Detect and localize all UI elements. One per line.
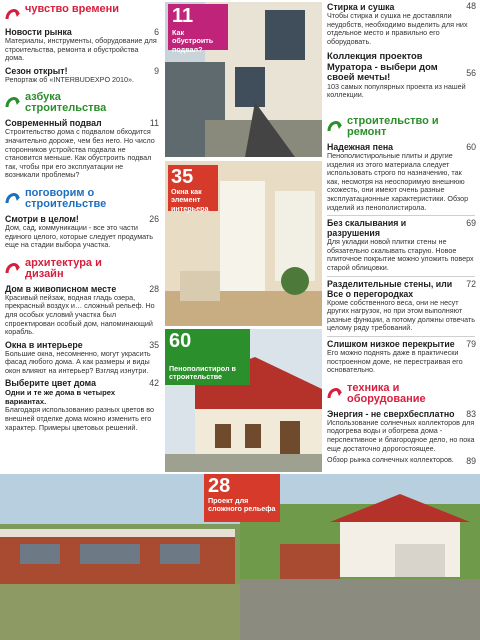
divider (327, 215, 475, 216)
page-number: 11 (149, 118, 159, 129)
arrow-swirl-icon (4, 5, 22, 23)
page-number: 83 (466, 408, 476, 419)
toc-entry[interactable] (0, 283, 163, 339)
arrow-swirl-icon (326, 117, 344, 135)
page-number: 26 (149, 213, 159, 224)
entry-title: Окна в интерьере (5, 339, 83, 350)
toc-entry[interactable] (0, 377, 163, 434)
entry-text: Репортаж об «INTERBUDEXPO 2010». (5, 74, 135, 84)
toc-entry[interactable] (322, 217, 480, 274)
photo-tile-windows[interactable] (165, 161, 322, 326)
toc-entry[interactable] (0, 339, 163, 378)
entry-text: Строительство дома с подвалом обходится значительно дороже, чем без него. Но число сторонников устройства подвала не становится меньше. Как обустроить подвал так, чтобы при его эксплуатации не возникали проблемы? (5, 127, 155, 180)
section-header (4, 4, 163, 23)
photo-caption: Окна как элемент интерьера (171, 187, 209, 213)
page-number: 60 (466, 142, 476, 153)
section-title: архитектура и дизайн (25, 256, 102, 280)
section-header (326, 116, 480, 138)
entry-text: Чтобы стирка и сушка не доставляли неудобств, необходимо выделить для них отдельное место и правильно его оборудовать. (327, 11, 468, 46)
entry-subtitle: Одни и те же дома в четырех вариантах. (5, 388, 116, 407)
entry-text: Большие окна, несомненно, могут украсить фасад любого дома. А как размеры и виды окон влияют на интерьер? Взгляд изнутри. (5, 348, 151, 375)
section-title: техника и оборудование (347, 381, 426, 405)
photo-caption: Как обустроить подвал? (172, 28, 214, 54)
toc-entry[interactable] (0, 26, 163, 65)
entry-title: Смотри в целом! (5, 213, 79, 224)
section-title: поговорим о строительстве (25, 186, 107, 210)
toc-entry[interactable] (0, 65, 163, 87)
arrow-swirl-icon (4, 189, 22, 207)
arrow-swirl-icon (326, 384, 344, 402)
page-number: 35 (171, 166, 194, 188)
entry-text: Использование солнечных коллекторов для подогрева воды и обогрева дома - перспективное и благородное дело, но пока еще достаточно дорогостоящее. (327, 417, 475, 453)
section-header (326, 383, 480, 405)
page-number: 69 (466, 218, 476, 229)
section-title: азбука строительства (25, 91, 107, 115)
entry-title: Энергия - не сверхбесплатно (327, 408, 455, 419)
section-header (4, 258, 163, 280)
entry-title: Современный подвал (5, 118, 102, 129)
toc-entry[interactable] (0, 117, 163, 182)
page-number: 56 (466, 68, 476, 79)
page-number: 89 (466, 456, 476, 467)
arrow-swirl-icon (4, 259, 22, 277)
page-number: 6 (154, 27, 159, 37)
page-number: 9 (154, 65, 159, 76)
entry-text: 103 самых популярных проекта из нашей коллекции. (327, 81, 466, 100)
entry-title: Слишком низкое перекрытие (327, 338, 455, 349)
page-number: 28 (208, 475, 231, 497)
section-title: чувство времени (25, 3, 120, 15)
page-number: 28 (149, 283, 159, 294)
page-number: 35 (149, 339, 159, 350)
entry-title: Дом в живописном месте (5, 283, 117, 294)
page-number: 48 (466, 1, 476, 11)
toc-entry[interactable] (322, 455, 480, 467)
entry-text: Обзор рынка солнечных коллекторов. (327, 455, 454, 465)
toc-entry[interactable] (322, 0, 480, 48)
divider (327, 336, 475, 337)
entry-text: Его можно поднять даже в практически построенном доме, не перестраивая его основательно. (327, 347, 463, 375)
photo-tile-styrofoam[interactable] (165, 329, 322, 472)
toc-entry[interactable] (322, 408, 480, 455)
toc-entry[interactable] (0, 213, 163, 252)
entry-text: Красивый пейзаж, водная гладь озера, прекрасный воздух и… сложный рельеф. Но для особых условий участка был спроектирован особый дом, напоминающий корабль. (5, 292, 155, 337)
entry-text: Дом, сад, коммуникации - все это части единого целого, которые следует продумать еще на стадии выбора участка. (5, 222, 154, 250)
entry-title: Выберите цвет дома (5, 378, 96, 389)
section-header (4, 92, 163, 114)
page-number: 72 (466, 278, 476, 289)
entry-title: Надежная пена (327, 142, 394, 153)
left-column (0, 0, 163, 527)
page-number: 60 (169, 330, 192, 352)
right-column (322, 0, 480, 472)
entry-title: Новости рынка (5, 27, 72, 37)
photo-caption: Проект для сложного рельефа (208, 496, 276, 514)
entry-title: Коллекция проектов Мураторa - выбери дом своей мечты! (327, 50, 438, 83)
entry-text: Материалы, инструменты, оборудование для строительства, ремонта и обустройства дома. (5, 36, 157, 63)
divider (327, 276, 475, 277)
page-number: 42 (149, 378, 159, 389)
entry-title: Без скалывания и разрушения (327, 218, 407, 239)
photo-strip-bottom[interactable] (0, 474, 480, 640)
section-header (4, 188, 163, 210)
entry-text: Кроме собственного веса, они не несут других нагрузок, но при этом выполняют разные функции, а потому должны отвечать целому ряду требований. (327, 297, 475, 333)
photo-column (165, 0, 322, 472)
toc-entry[interactable] (322, 338, 480, 377)
toc-entry[interactable] (322, 141, 480, 214)
entry-text: Для укладки новой плитки стены не обязательно скалывать старую. Новое плиточное покрытие можно уложить поверх старой облицовки. (327, 237, 474, 272)
entry-text: Пенополистирольные плиты и другие изделия из этого материала следует использовать строго по назначению, так как, несмотря на неоспоримую внешнюю схожесть, они имеют очень разные эксплуатационные характеристики. Обзор изделий из пенополистирола. (327, 151, 469, 212)
entry-text: Благодаря использованию разных цветов во внешней отделке дома можно изменить его характер. Примеры цветовых решений. (5, 405, 155, 432)
toc-entry[interactable] (322, 278, 480, 335)
arrow-swirl-icon (4, 93, 22, 111)
entry-title: Стирка и сушка (327, 2, 395, 12)
page-number: 11 (172, 5, 194, 27)
page-number: 79 (466, 338, 476, 349)
section-title: строительство и ремонт (347, 115, 439, 139)
photo-tile-basement[interactable] (165, 2, 322, 157)
entry-title: Разделительные стены, или Все о перегородках (327, 278, 453, 299)
entry-title: Сезон открыт! (5, 65, 68, 76)
photo-caption: Пенополистирол в строительстве (169, 364, 236, 382)
toc-entry[interactable] (322, 50, 480, 102)
